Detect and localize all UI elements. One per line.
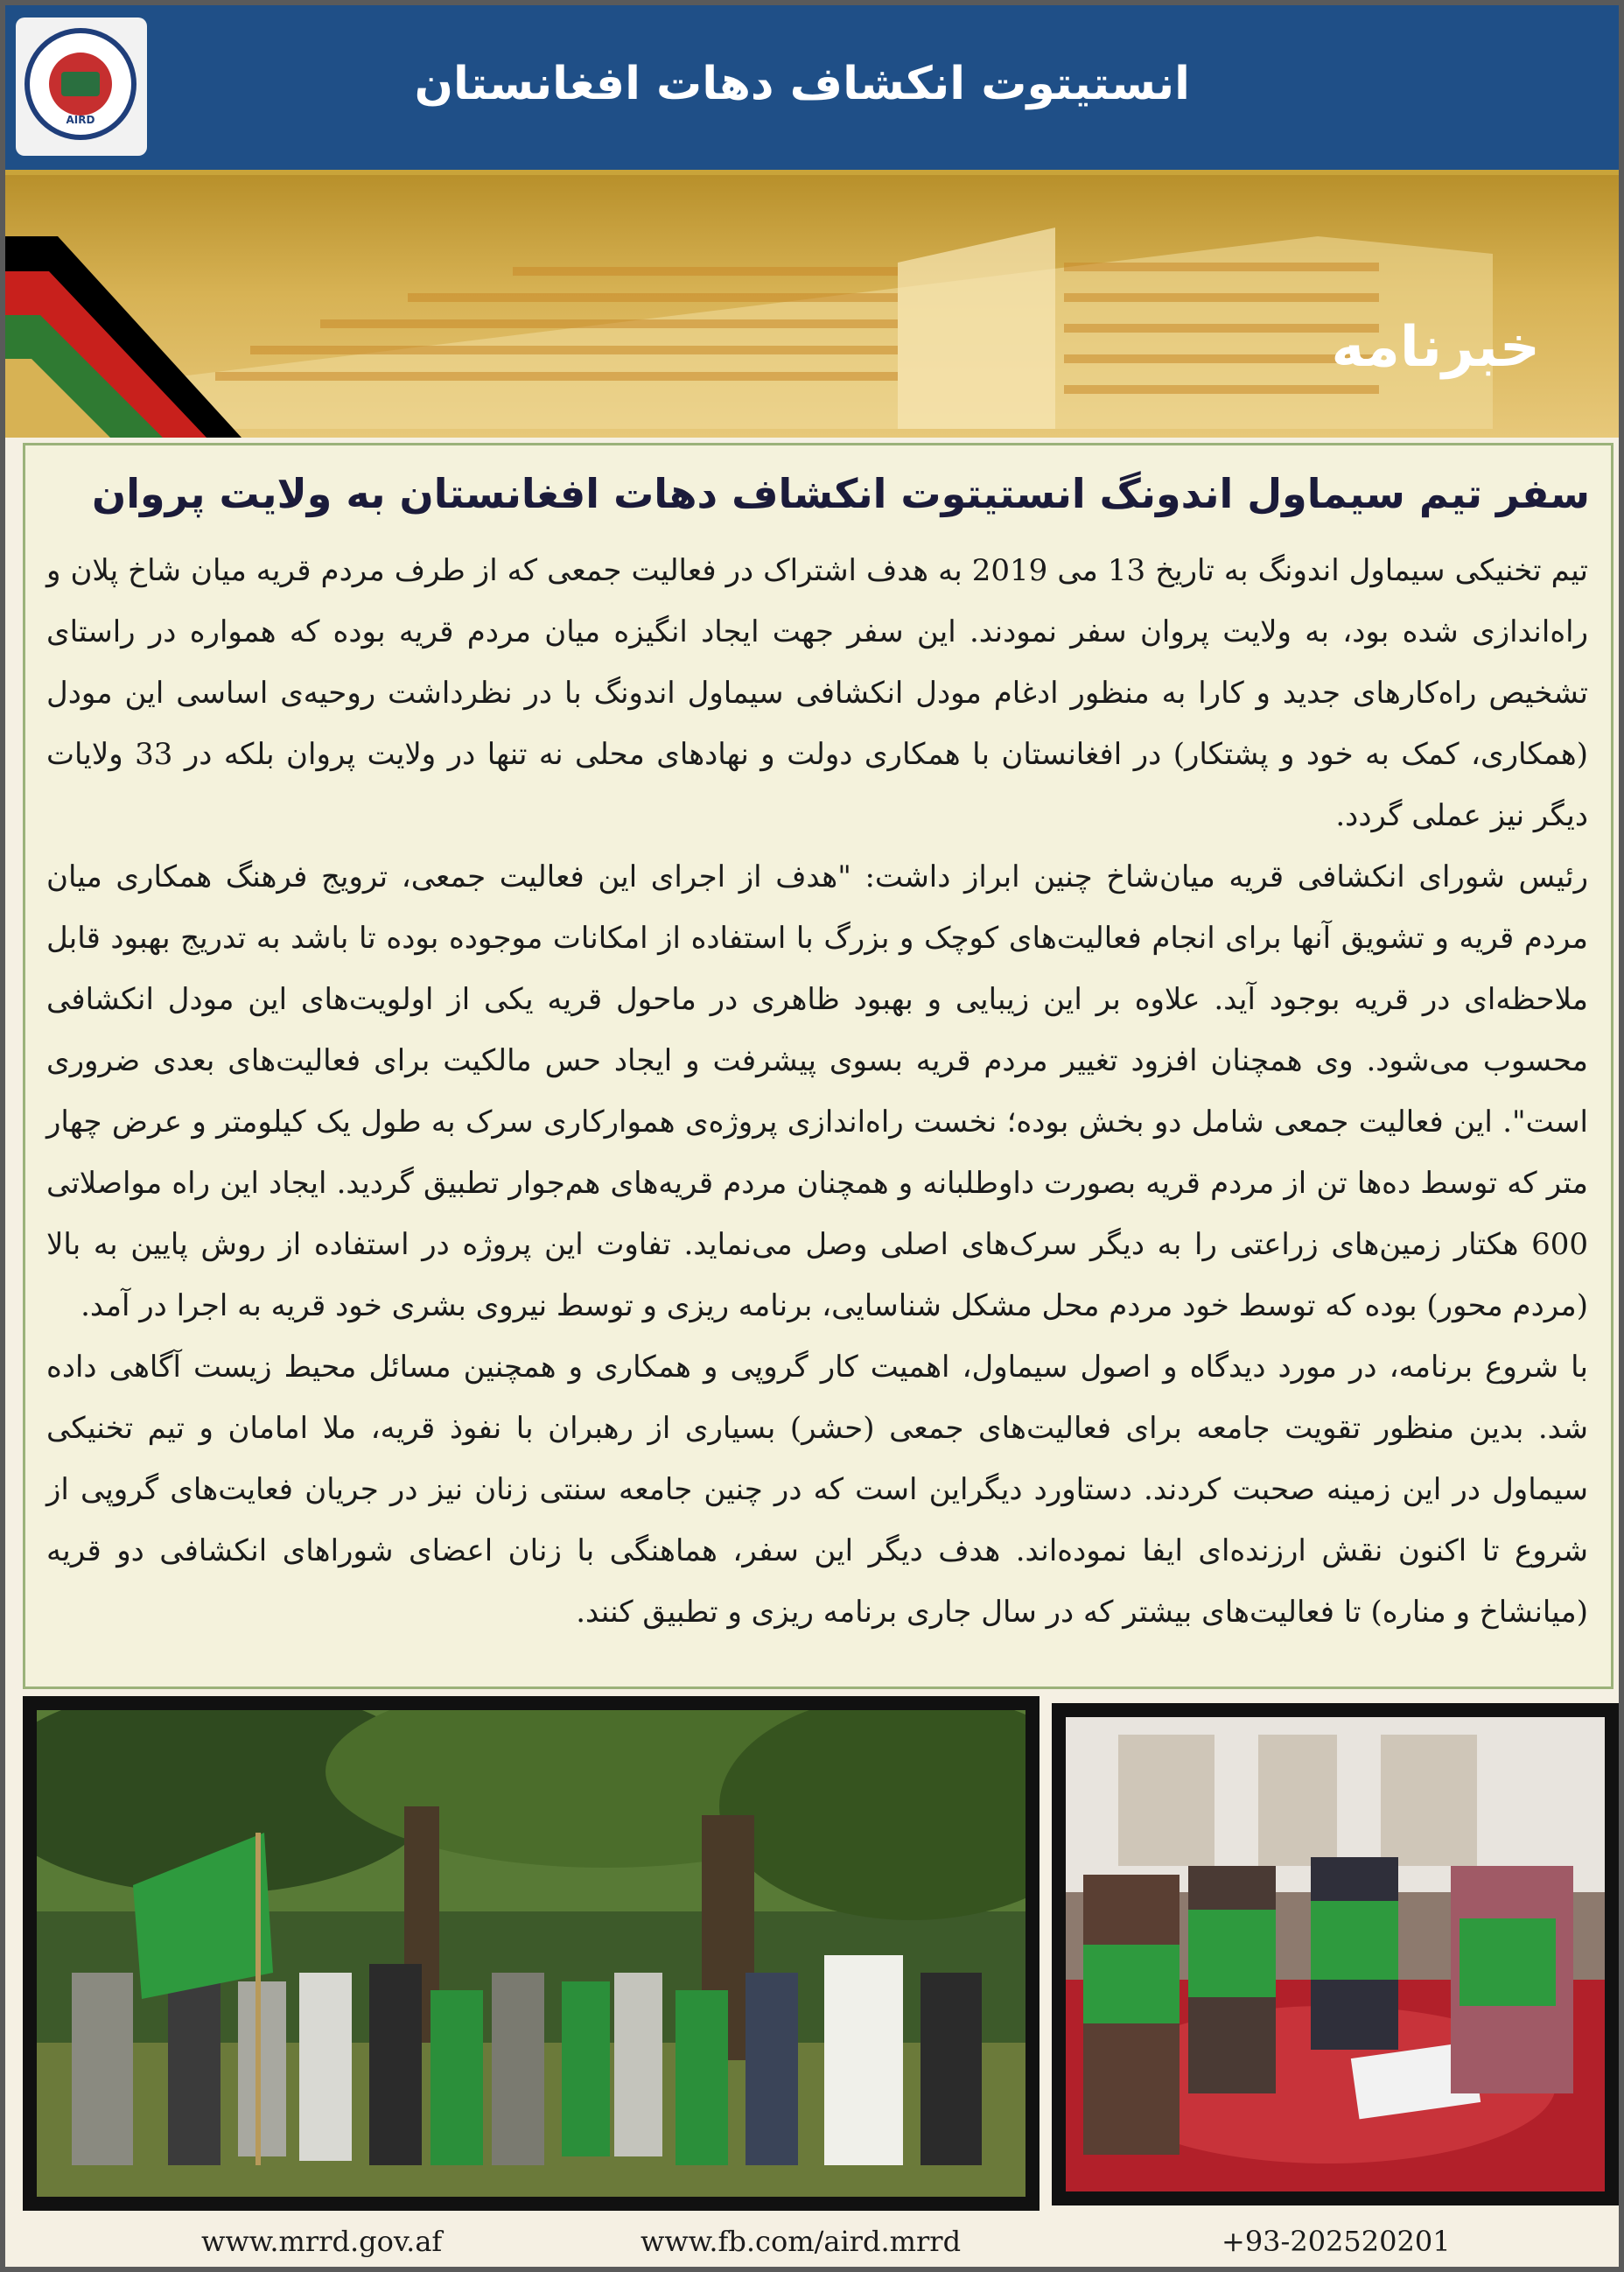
afghan-flag-chevron-icon [5, 236, 242, 438]
newsletter-page [5, 5, 1619, 2267]
org-title: انستیتوت انکشاف دهات افغانستان [414, 58, 1190, 110]
article-box [23, 443, 1614, 1689]
article-paragraph: با شروع برنامه، در مورد دیدگاه و اصول سیماول، اهمیت کار گروپی و همکاری و همچنین مسائل محیط زیست آگاهی داده شد. بدین منظور تقویت جامعه برای فعالیت‌های جمعی (حشر) بسیاری از رهبران با نفوذ قریه، ملا امامان و تیم تخنیکی سیماول در این زمینه صحبت کردند. دستاورد دیگراین است که در چنین جامعه سنتی زنان نیز در جریان فعایت‌های گروپی از شروع تا اکنون نقش ارزنده‌ای ایفا نموده‌اند. هدف دیگر این سفر، هماهنگی با زنان اعضای شوراهای انکشافی دو قریه (میانشاخ و مناره) تا فعالیت‌های بیشتر که در سال جاری برنامه ریزی و تطبیق کنند. [46, 1350, 1588, 1630]
header-bar [5, 5, 1619, 175]
newsletter-banner [5, 175, 1619, 438]
building-illustration [180, 228, 1493, 429]
footer-facebook: www.fb.com/aird.mrrd [640, 2225, 962, 2258]
photo-group-outdoor [23, 1696, 1040, 2211]
article-paragraph: رئیس شورای انکشافی قریه میان‌شاخ چنین ابراز داشت: "هدف از اجرای این فعالیت جمعی، ترویج فرهنگ همکاری میان مردم قریه و تشویق آنها برای انجام فعالیت‌های کوچک و بزرگ با استفاده از امکانات موجوده بوده تا باشد به تدریج بهبود قابل ملاحظه‌ای در قریه بوجود آید. علاوه بر این زیبایی و بهبود ظاهری در ماحول قریه یکی از اولویت‌های این مودل انکشافی محسوب می‌شود. وی همچنان افزود تغییر مردم قریه بسوی پیشرفت و ایجاد حس مالکیت برای فعالیت‌های بعدی ضروری است". این فعالیت جمعی شامل دو بخش بوده؛ نخست راه‌اندازی پروژه‌ی هموارکاری سرک به طول یک کیلومتر و عرض چهار متر که توسط ده‌ها تن از مردم قریه بصورت داوطلبانه و همچنان مردم قریه‌های هم‌جوار تطبیق گردید. ایجاد این راه مواصلاتی 600 هکتار زمین‌های زراعتی را به دیگر سرک‌های اصلی وصل می‌نماید. تفاوت این پروژه در استفاده از روش پایین به بالا (مردم محور) بوده که توسط خود مردم محل مشکل شناسایی، برنامه ریزی و توسط نیروی بشری خود قریه به اجرا در آمد. [46, 859, 1588, 1323]
article-body [46, 540, 1588, 1643]
article-headline: سفر تیم سیماول اندونگ انستیتوت انکشاف دهات افغانستان به ولایت پروان [92, 470, 1590, 517]
newsletter-label: خبرنامه [1331, 315, 1540, 380]
logo-text: AIRD [66, 114, 95, 126]
article-paragraph: تیم تخنیکی سیماول اندونگ به تاریخ 13 می 2019 به هدف اشتراک در فعالیت جمعی که از طرف مردم قریه میان شاخ پلان و راه‌اندازی شده بود، به ولایت پروان سفر نمودند. این سفر جهت ایجاد انگیزه میان مردم قریه بوده که همواره در راستای تشخیص راه‌کارهای جدید و کارا به منظور ادغام مودل انکشافی سیماول اندونگ با در نظرداشت روحیه‌ی اساسی این مودل (همکاری، کمک به خود و پشتکار) در افغانستان با همکاری دولت و نهادهای محلی نه تنها در ولایت پروان بلکه در 33 ولایات دیگر نیز عملی گردد. [46, 553, 1588, 833]
footer-bar [5, 2216, 1619, 2267]
footer-phone: +93-202520201 [1222, 2225, 1451, 2258]
outdoor-group-image [37, 1710, 1026, 2197]
photo-women-meeting [1052, 1703, 1619, 2205]
footer-website: www.mrrd.gov.af [201, 2225, 443, 2258]
logo-seal-icon [24, 28, 136, 140]
women-meeting-image [1066, 1717, 1605, 2191]
org-logo [16, 18, 147, 156]
